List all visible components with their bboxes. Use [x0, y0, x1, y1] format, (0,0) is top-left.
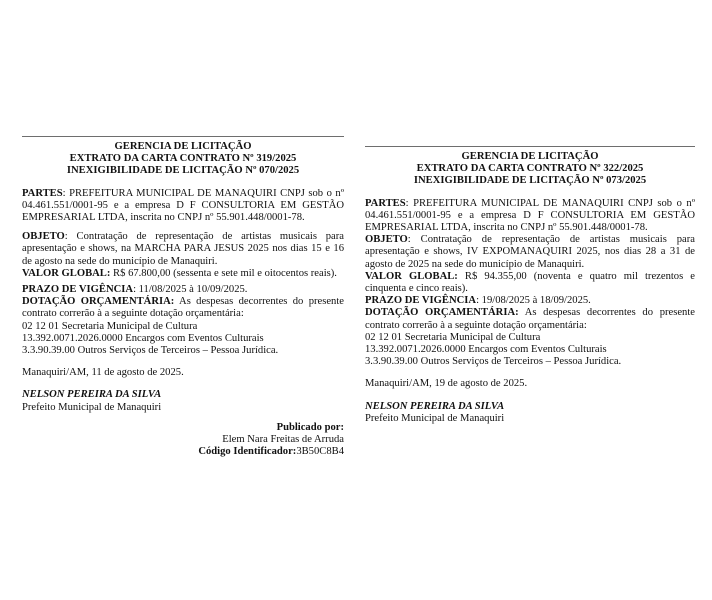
right-signer-title: Prefeito Municipal de Manaquiri — [365, 412, 505, 424]
right-valor-text: R$ 94.355,00 (noventa e quatro mil trezentos e cinquenta e cinco reais). — [365, 270, 695, 295]
left-publication-block — [22, 422, 344, 459]
left-prazo — [22, 284, 344, 296]
right-prazo-text: : 19/08/2025 à 18/09/2025. — [476, 295, 591, 307]
left-dotacao-label: DOTAÇÃO ORÇAMENTÁRIA: — [22, 296, 175, 308]
left-prazo-label: PRAZO DE VIGÊNCIA — [22, 284, 134, 296]
right-dotacao-line-1: 02 12 01 Secretaria Municipal de Cultura — [365, 331, 541, 343]
left-published-label: Publicado por: — [276, 421, 344, 433]
left-dotacao-text: As despesas decorrentes do presente contrato correrão à a seguinte dotação orçamentária: — [22, 296, 344, 320]
right-prazo — [365, 295, 695, 307]
right-signer-name: NELSON PEREIRA DA SILVA — [365, 400, 505, 412]
right-objeto-label: OBJETO — [365, 234, 408, 246]
left-prazo-text: : 11/08/2025 à 10/09/2025. — [133, 284, 248, 296]
left-code-label: Código Identificador: — [198, 446, 297, 458]
right-partes-text: : PREFEITURA MUNICIPAL DE MANAQUIRI CNPJ sob o nº 04.461.551/0001-95 e a empresa D F CONSULTORIA EM GESTÃO EMPRESARIAL LTDA, inscrita no CNPJ nº 55.901.448/0001-78. — [365, 197, 695, 234]
right-dotacao-line-2: 13.392.0071.2026.0000 Encargos com Eventos Culturais — [365, 344, 607, 356]
right-dotacao-line-3: 3.3.90.39.00 Outros Serviços de Terceiros – Pessoa Jurídica. — [365, 356, 622, 368]
left-partes-label: PARTES — [22, 187, 63, 199]
left-header-line-3: INEXIGIBILIDADE DE LICITAÇÃO Nº 070/2025 — [66, 165, 300, 177]
right-partes-label: PARTES — [365, 197, 406, 209]
right-dotacao-label: DOTAÇÃO ORÇAMENTÁRIA: — [365, 307, 519, 319]
left-top-rule — [22, 136, 344, 137]
left-partes-text: : PREFEITURA MUNICIPAL DE MANAQUIRI CNPJ sob o nº 04.461.551/0001-95 e a empresa D F CONSULTORIA EM GESTÃO EMPRESARIAL LTDA, inscrita no CNPJ nº 55.901.448/0001-78. — [22, 187, 344, 224]
right-dotacao-text: As despesas decorrentes do presente contrato correrão à a seguinte dotação orçamentária: — [365, 307, 695, 331]
left-dotacao-line-2: 13.392.0071.2026.0000 Encargos com Eventos Culturais — [22, 332, 264, 344]
right-header-line-2: EXTRATO DA CARTA CONTRATO Nº 322/2025 — [416, 163, 644, 175]
right-header-line-3: INEXIGIBILIDADE DE LICITAÇÃO Nº 073/2025 — [413, 175, 647, 187]
left-valor-text: R$ 67.800,00 (sessenta e sete mil e oitocentos reais). — [110, 267, 337, 279]
left-code-value: 3B50C8B4 — [296, 446, 344, 458]
left-valor — [22, 268, 344, 280]
left-code-line — [22, 446, 344, 458]
right-notice — [365, 146, 695, 425]
right-objeto-text: : Contratação de representação de artistas musicais para apresentação e shows, IV EXPOMANAQUIRI 2025, nos dias 28 a 31 de agosto de 2025 na sede do município de Manaquiri. — [365, 234, 695, 270]
left-signer-name: NELSON PEREIRA DA SILVA — [22, 389, 162, 401]
left-dotacao-line-3: 3.3.90.39.00 Outros Serviços de Terceiros – Pessoa Jurídica. — [22, 345, 279, 357]
right-header-line-1: GERENCIA DE LICITAÇÃO — [461, 151, 599, 162]
left-header-line-2: EXTRATO DA CARTA CONTRATO Nº 319/2025 — [69, 153, 297, 165]
left-date-line: Manaquiri/AM, 11 de agosto de 2025. — [22, 367, 184, 379]
right-valor-label: VALOR GLOBAL: — [365, 270, 458, 282]
left-signer-title: Prefeito Municipal de Manaquiri — [22, 401, 162, 413]
right-partes — [365, 198, 695, 235]
right-prazo-label: PRAZO DE VIGÊNCIA — [365, 295, 477, 307]
right-objeto — [365, 234, 695, 271]
left-dotacao — [22, 296, 344, 320]
left-header-line-1: GERENCIA DE LICITAÇÃO — [114, 141, 252, 152]
left-notice — [22, 136, 344, 458]
right-dotacao — [365, 307, 695, 331]
left-header — [22, 141, 344, 178]
right-top-rule — [365, 146, 695, 147]
left-objeto-label: OBJETO — [22, 231, 65, 243]
left-objeto-text: : Contratação de representação de artistas musicais para apresentação e shows, na MARCHA PARA JESUS 2025 nos dias 15 e 16 de agosto na sede do município de Manaquiri. — [22, 231, 344, 267]
left-partes — [22, 188, 344, 225]
left-objeto — [22, 231, 344, 268]
left-published-name: Elem Nara Freitas de Arruda — [222, 434, 344, 446]
left-valor-label: VALOR GLOBAL: — [22, 267, 111, 279]
left-dotacao-line-1: 02 12 01 Secretaria Municipal de Cultura — [22, 320, 198, 332]
right-valor — [365, 271, 695, 295]
right-date-line: Manaquiri/AM, 19 de agosto de 2025. — [365, 378, 528, 390]
right-header — [365, 151, 695, 188]
